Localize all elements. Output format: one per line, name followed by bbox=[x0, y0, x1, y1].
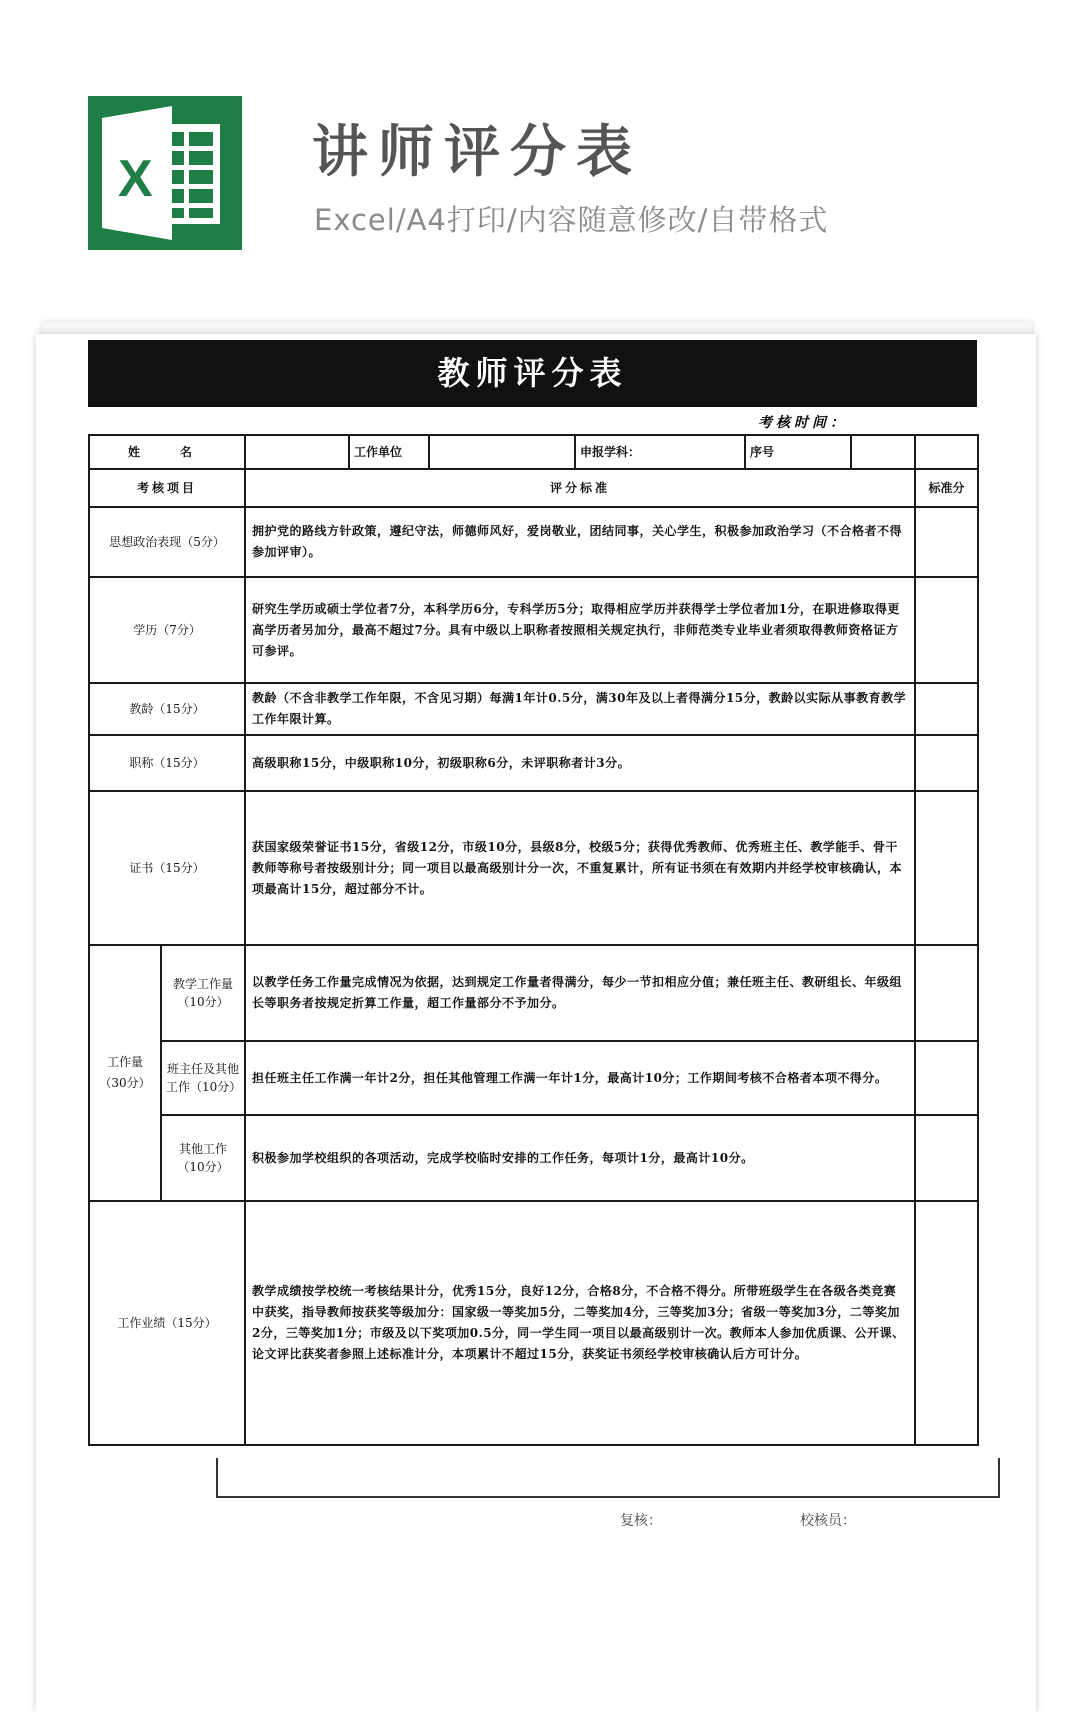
item-cell: 思想政治表现（5分） bbox=[89, 507, 245, 577]
form-title: 教师评分表 bbox=[88, 340, 977, 407]
score-cell[interactable] bbox=[915, 683, 978, 735]
score-cell[interactable] bbox=[915, 1201, 978, 1445]
seq-label: 序号 bbox=[745, 435, 851, 469]
standard-cell: 以教学任务工作量完成情况为依据，达到规定工作量者得满分，每少一节扣相应分值；兼任班主任、教研组长、年级组长等职务者按规定折算工作量，超工作量部分不予加分。 bbox=[245, 945, 915, 1041]
standard-cell: 教学成绩按学校统一考核结果计分，优秀15分，良好12分，合格8分，不合格不得分。所带班级学生在各级各类竞赛中获奖，指导教师按获奖等级加分：国家级一等奖加5分，二等奖加4分，三等奖加3分；省级一等奖加3分，二等奖加2分，三等奖加1分；市级及以下奖项加0.5分，同一学生同一项目以最高级别计一次。教师本人参加优质课、公开课、论文评比获奖者参照上述标准计分，本项累计不超过15分，获奖证书须经学校审核确认后方可计分。 bbox=[245, 1201, 915, 1445]
item-header: 考核项目 bbox=[89, 469, 245, 507]
standard-cell: 拥护党的路线方针政策，遵纪守法，师德师风好，爱岗敬业，团结同事，关心学生，积极参加政治学习（不合格者不得参加评审）。 bbox=[245, 507, 915, 577]
page-subtitle: Excel/A4打印/内容随意修改/自带格式 bbox=[314, 203, 829, 237]
table-row bbox=[89, 577, 978, 683]
name-label: 姓 名 bbox=[89, 435, 245, 469]
standard-cell: 担任班主任工作满一年计2分，担任其他管理工作满一年计1分，最高计10分；工作期间考核不合格者本项不得分。 bbox=[245, 1041, 915, 1115]
score-cell[interactable] bbox=[915, 1115, 978, 1201]
score-table bbox=[88, 434, 979, 1446]
subject-label: 申报学科： bbox=[575, 435, 745, 469]
table-row bbox=[89, 1115, 978, 1201]
unit-label: 工作单位 bbox=[349, 435, 429, 469]
seq-field[interactable] bbox=[851, 435, 915, 469]
item-cell: 学历（7分） bbox=[89, 577, 245, 683]
standard-header: 评分标准 bbox=[245, 469, 915, 507]
info-row bbox=[89, 435, 978, 469]
document-sheet bbox=[36, 334, 1036, 1712]
subitem-cell: 班主任及其他工作（10分） bbox=[161, 1041, 245, 1115]
item-cell: 证书（15分） bbox=[89, 791, 245, 945]
standard-cell: 高级职称15分，中级职称10分，初级职称6分，未评职称者计3分。 bbox=[245, 735, 915, 791]
table-row bbox=[89, 791, 978, 945]
unit-field[interactable] bbox=[429, 435, 575, 469]
score-cell[interactable] bbox=[915, 577, 978, 683]
table-row bbox=[89, 507, 978, 577]
excel-icon bbox=[88, 96, 242, 250]
score-cell[interactable] bbox=[915, 507, 978, 577]
subitem-cell: 其他工作（10分） bbox=[161, 1115, 245, 1201]
table-row bbox=[89, 683, 978, 735]
standard-cell: 研究生学历或硕士学位者7分，本科学历6分，专科学历5分；取得相应学历并获得学士学位者加1分，在职进修取得更高学历者另加分，最高不超过7分。具有中级以上职称者按照相关规定执行，非师范类专业毕业者须取得教师资格证方可参评。 bbox=[245, 577, 915, 683]
score-header: 标准分 bbox=[915, 469, 978, 507]
page-title: 讲师评分表 bbox=[312, 119, 642, 185]
score-cell[interactable] bbox=[915, 735, 978, 791]
table-row bbox=[89, 945, 978, 1041]
review-signature-label: 复核： bbox=[620, 1513, 662, 1529]
item-cell: 工作业绩（15分） bbox=[89, 1201, 245, 1445]
item-cell: 教龄（15分） bbox=[89, 683, 245, 735]
remarks-bracket bbox=[216, 1458, 1000, 1498]
svg-text:X: X bbox=[118, 150, 153, 208]
name-field[interactable] bbox=[245, 435, 349, 469]
info-blank[interactable] bbox=[915, 435, 978, 469]
standard-cell: 教龄（不含非教学工作年限，不含见习期）每满1年计0.5分，满30年及以上者得满分15分，教龄以实际从事教育教学工作年限计算。 bbox=[245, 683, 915, 735]
eval-time-label: 考核时间： bbox=[758, 415, 848, 431]
group-cell: 工作量（30分） bbox=[89, 945, 161, 1201]
standard-cell: 积极参加学校组织的各项活动，完成学校临时安排的工作任务，每项计1分，最高计10分。 bbox=[245, 1115, 915, 1201]
header-row bbox=[89, 469, 978, 507]
item-cell: 职称（15分） bbox=[89, 735, 245, 791]
score-cell[interactable] bbox=[915, 1041, 978, 1115]
subitem-cell: 教学工作量（10分） bbox=[161, 945, 245, 1041]
table-row bbox=[89, 1041, 978, 1115]
score-cell[interactable] bbox=[915, 945, 978, 1041]
checker-signature-label: 校核员： bbox=[800, 1513, 856, 1529]
table-row bbox=[89, 735, 978, 791]
score-cell[interactable] bbox=[915, 791, 978, 945]
standard-cell: 获国家级荣誉证书15分，省级12分，市级10分，县级8分，校级5分；获得优秀教师、优秀班主任、教学能手、骨干教师等称号者按级别计分；同一项目以最高级别计分一次，不重复累计，所有证书须在有效期内并经学校审核确认，本项最高计15分，超过部分不计。 bbox=[245, 791, 915, 945]
table-row bbox=[89, 1201, 978, 1445]
